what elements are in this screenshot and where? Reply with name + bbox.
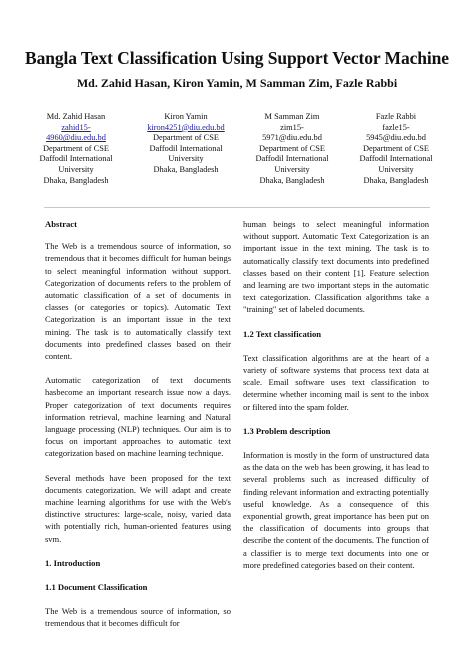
author-univ-cont: University xyxy=(58,164,94,174)
author-univ: Daffodil International xyxy=(359,154,433,164)
author-list: Md. Zahid Hasan, Kiron Yamin, M Samman Zim, Fazle Rabbi xyxy=(76,76,398,90)
author-dept: Department of CSE xyxy=(42,143,110,153)
author-location: Dhaka, Bangladesh xyxy=(259,175,325,185)
right-column xyxy=(243,218,429,583)
author-block-rabbi xyxy=(346,112,446,186)
author-block-hasan xyxy=(28,112,124,186)
author-email-link-cont[interactable]: 4960@diu.edu.bd xyxy=(46,133,106,143)
author-location: Dhaka, Bangladesh xyxy=(363,175,429,185)
abstract-paragraph-1: The Web is a tremendous source of information, so tremendous that it becomes difficult for human beings to select meaningful information without support. Categorization of documents refers to the problem of automatic classification of a set of documents in classes (or categories or topics). Automatic Text Categorization is an important issue in the text mining. The task is to automatically classify text documents into predefined classes based on their content. xyxy=(45,241,231,362)
author-affiliations xyxy=(36,112,448,192)
author-univ-cont: University xyxy=(274,164,310,174)
author-block-zim xyxy=(244,112,340,186)
abstract-paragraph-2: Automatic categorization of text documents hasbecome an important research issue now a days. Proper categorization of text documents requires information retrieval, machine learning and Natural language processing (NLP) techniques. Our aim is to focus on important approaches to automatic text categorization based on machine learning technique. xyxy=(45,375,231,459)
author-dept: Department of CSE xyxy=(362,143,430,153)
author-email: zim15- xyxy=(280,122,304,132)
author-name: Md. Zahid Hasan xyxy=(46,112,106,121)
abstract-heading: Abstract xyxy=(45,219,77,229)
author-dept: Department of CSE xyxy=(258,143,326,153)
document-classification-paragraph: The Web is a tremendous source of information, so tremendous that it becomes difficult for xyxy=(45,606,231,629)
problem-description-paragraph: Information is mostly in the form of unstructured data as the data on the web has been growing, it has lead to several problems such as increased difficulty of finding relevant information and extracting potentially useful knowledge. As a consequence of this exponential growth, great importance has been put on the classification of documents into groups that describe the content of the documents. The function of a classifier is to merge text documents into one or more predefined categories based on their content. xyxy=(243,450,429,570)
problem-description-heading: 1.3 Problem description xyxy=(243,425,331,436)
author-location: Dhaka, Bangladesh xyxy=(43,175,109,185)
continued-paragraph: human beings to select meaningful information without support. Automatic Text Categorization is an important issue in the text mining. The task is to automatically classify text documents into predefined classes based on their content [1]. Feature selection and learning are two important steps in the automatic text categorization. Classification algorithms take a "training" set of labeled documents. xyxy=(243,219,429,315)
author-block-yamin xyxy=(136,112,236,176)
author-email-link[interactable]: zahid15- xyxy=(61,122,91,132)
author-univ: Daffodil International xyxy=(39,154,113,164)
left-column xyxy=(45,218,231,642)
author-univ-cont: University xyxy=(378,164,414,174)
author-email: fazle15- xyxy=(382,122,410,132)
author-name: Fazle Rabbi xyxy=(375,112,417,121)
author-email-cont: 5971@diu.edu.bd xyxy=(262,133,322,143)
header-divider xyxy=(44,207,430,208)
document-classification-heading: 1.1 Document Classification xyxy=(45,582,148,593)
author-univ: Daffodil International xyxy=(149,143,223,153)
author-name: Kiron Yamin xyxy=(164,112,208,121)
text-classification-heading: 1.2 Text classification xyxy=(243,328,322,339)
abstract-paragraph-3: Several methods have been proposed for the text documents categorization. We will adapt and create machine learning algorithms for use with the Web's distinctive structures: large-scale, noisy, varied data with potentially rich, human-oriented features using svm. xyxy=(45,472,231,544)
author-name: M Samman Zim xyxy=(264,112,320,121)
author-location: Dhaka, Bangladesh xyxy=(153,164,219,174)
paper-title: Bangla Text Classification Using Support Vector Machine xyxy=(25,48,449,68)
text-classification-paragraph: Text classification algorithms are at the heart of a variety of software systems that process text data at scale. Email software uses text classification to determine whether incoming mail is sent to the inbox or filtered into the spam folder. xyxy=(243,352,429,412)
author-univ-cont: University xyxy=(168,154,204,164)
author-dept: Department of CSE xyxy=(152,133,220,143)
author-email-link[interactable]: kiron4251@diu.edu.bd xyxy=(147,122,225,132)
author-email-cont: 5945@diu.edu.bd xyxy=(366,133,426,143)
introduction-heading: 1. Introduction xyxy=(45,557,101,568)
author-univ: Daffodil International xyxy=(255,154,329,164)
